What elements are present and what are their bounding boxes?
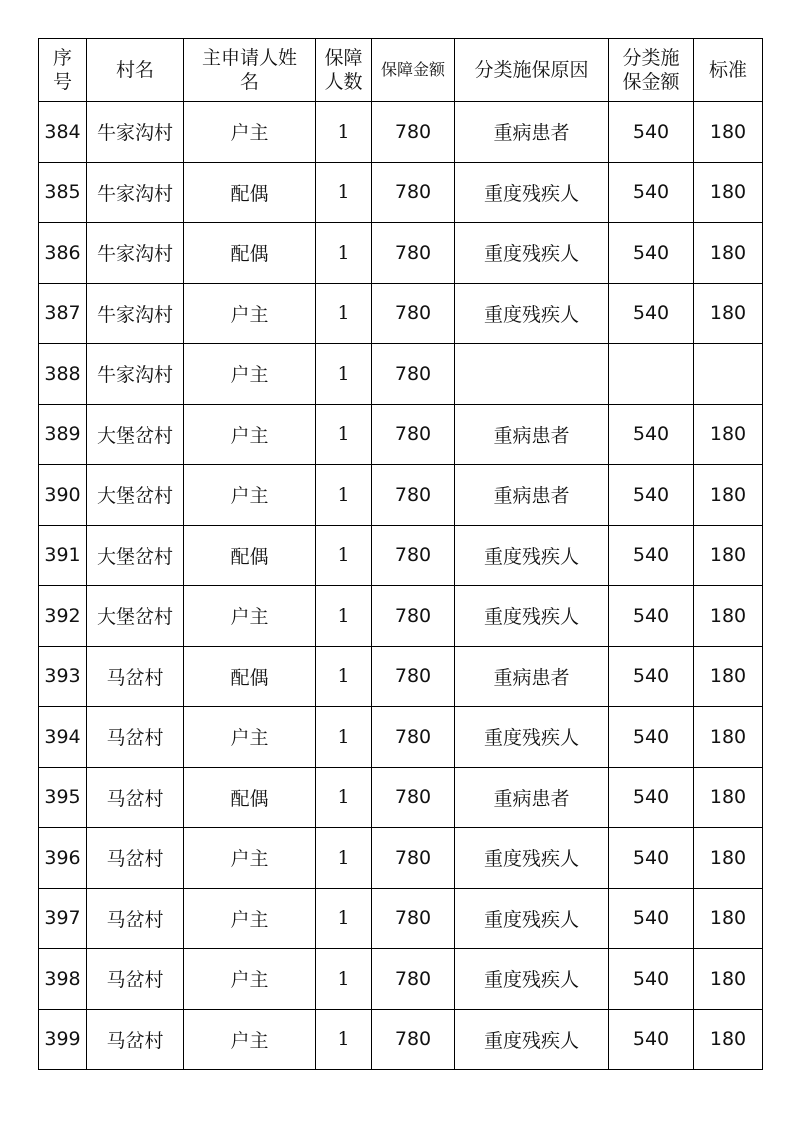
- cell-amount: 780: [372, 828, 455, 889]
- cell-persons: 1: [316, 465, 372, 526]
- cell-applicant: 户主: [184, 828, 316, 889]
- cell-applicant: 户主: [184, 707, 316, 768]
- cell-standard: 180: [694, 646, 763, 707]
- header-standard: 标准: [694, 39, 763, 102]
- cell-amount: 780: [372, 888, 455, 949]
- cell-amount: 780: [372, 283, 455, 344]
- cell-persons: 1: [316, 586, 372, 647]
- cell-class-amount: 540: [609, 102, 694, 163]
- cell-amount: 780: [372, 162, 455, 223]
- cell-reason: 重度残疾人: [455, 828, 609, 889]
- cell-class-amount: [609, 344, 694, 405]
- cell-seq: 384: [39, 102, 87, 163]
- cell-village: 牛家沟村: [87, 223, 184, 284]
- cell-village: 马岔村: [87, 1009, 184, 1070]
- cell-persons: 1: [316, 404, 372, 465]
- cell-persons: 1: [316, 223, 372, 284]
- cell-applicant: 户主: [184, 586, 316, 647]
- cell-village: 大堡岔村: [87, 404, 184, 465]
- cell-village: 马岔村: [87, 888, 184, 949]
- cell-amount: 780: [372, 102, 455, 163]
- cell-standard: 180: [694, 525, 763, 586]
- cell-reason: 重度残疾人: [455, 525, 609, 586]
- cell-amount: 780: [372, 465, 455, 526]
- cell-class-amount: 540: [609, 283, 694, 344]
- cell-reason: 重度残疾人: [455, 283, 609, 344]
- cell-persons: 1: [316, 888, 372, 949]
- cell-class-amount: 540: [609, 162, 694, 223]
- cell-applicant: 户主: [184, 344, 316, 405]
- cell-standard: 180: [694, 102, 763, 163]
- cell-applicant: 户主: [184, 465, 316, 526]
- cell-seq: 395: [39, 767, 87, 828]
- cell-class-amount: 540: [609, 586, 694, 647]
- cell-reason: 重度残疾人: [455, 586, 609, 647]
- cell-seq: 399: [39, 1009, 87, 1070]
- cell-applicant: 户主: [184, 1009, 316, 1070]
- cell-class-amount: 540: [609, 888, 694, 949]
- cell-class-amount: 540: [609, 949, 694, 1010]
- cell-persons: 1: [316, 707, 372, 768]
- cell-standard: 180: [694, 162, 763, 223]
- table-row: [39, 525, 763, 586]
- cell-persons: 1: [316, 344, 372, 405]
- header-applicant: 主申请人姓名: [184, 39, 316, 102]
- cell-reason: 重病患者: [455, 465, 609, 526]
- cell-village: 马岔村: [87, 707, 184, 768]
- cell-reason: [455, 344, 609, 405]
- cell-standard: 180: [694, 707, 763, 768]
- cell-reason: 重度残疾人: [455, 223, 609, 284]
- cell-applicant: 配偶: [184, 646, 316, 707]
- cell-class-amount: 540: [609, 1009, 694, 1070]
- header-seq: 序号: [39, 39, 87, 102]
- table-row: [39, 162, 763, 223]
- cell-amount: 780: [372, 949, 455, 1010]
- cell-village: 牛家沟村: [87, 162, 184, 223]
- cell-standard: 180: [694, 949, 763, 1010]
- cell-village: 马岔村: [87, 828, 184, 889]
- cell-amount: 780: [372, 767, 455, 828]
- cell-class-amount: 540: [609, 223, 694, 284]
- cell-amount: 780: [372, 707, 455, 768]
- cell-persons: 1: [316, 828, 372, 889]
- cell-standard: 180: [694, 828, 763, 889]
- cell-persons: 1: [316, 162, 372, 223]
- header-row: [39, 39, 763, 102]
- table-row: [39, 404, 763, 465]
- cell-amount: 780: [372, 404, 455, 465]
- cell-seq: 386: [39, 223, 87, 284]
- table-row: [39, 283, 763, 344]
- header-class-amount: 分类施保金额: [609, 39, 694, 102]
- cell-applicant: 配偶: [184, 767, 316, 828]
- cell-seq: 387: [39, 283, 87, 344]
- cell-persons: 1: [316, 646, 372, 707]
- header-village: 村名: [87, 39, 184, 102]
- cell-village: 马岔村: [87, 949, 184, 1010]
- cell-amount: 780: [372, 525, 455, 586]
- cell-standard: 180: [694, 888, 763, 949]
- cell-applicant: 户主: [184, 404, 316, 465]
- cell-applicant: 配偶: [184, 223, 316, 284]
- cell-reason: 重度残疾人: [455, 949, 609, 1010]
- table-row: [39, 465, 763, 526]
- cell-standard: 180: [694, 283, 763, 344]
- cell-amount: 780: [372, 223, 455, 284]
- cell-class-amount: 540: [609, 767, 694, 828]
- cell-seq: 394: [39, 707, 87, 768]
- cell-standard: 180: [694, 404, 763, 465]
- cell-village: 牛家沟村: [87, 102, 184, 163]
- table-row: [39, 646, 763, 707]
- table-row: [39, 586, 763, 647]
- table-row: [39, 1009, 763, 1070]
- cell-persons: 1: [316, 283, 372, 344]
- cell-seq: 393: [39, 646, 87, 707]
- cell-applicant: 配偶: [184, 162, 316, 223]
- cell-amount: 780: [372, 344, 455, 405]
- cell-class-amount: 540: [609, 525, 694, 586]
- cell-seq: 398: [39, 949, 87, 1010]
- cell-village: 大堡岔村: [87, 465, 184, 526]
- cell-applicant: 户主: [184, 888, 316, 949]
- cell-applicant: 配偶: [184, 525, 316, 586]
- cell-class-amount: 540: [609, 465, 694, 526]
- cell-applicant: 户主: [184, 949, 316, 1010]
- cell-class-amount: 540: [609, 404, 694, 465]
- cell-standard: 180: [694, 223, 763, 284]
- cell-persons: 1: [316, 525, 372, 586]
- cell-class-amount: 540: [609, 646, 694, 707]
- cell-village: 牛家沟村: [87, 283, 184, 344]
- cell-seq: 389: [39, 404, 87, 465]
- table-row: [39, 102, 763, 163]
- cell-persons: 1: [316, 767, 372, 828]
- table-row: [39, 223, 763, 284]
- cell-village: 大堡岔村: [87, 525, 184, 586]
- cell-amount: 780: [372, 586, 455, 647]
- cell-reason: 重度残疾人: [455, 707, 609, 768]
- cell-persons: 1: [316, 949, 372, 1010]
- cell-class-amount: 540: [609, 707, 694, 768]
- header-reason: 分类施保原因: [455, 39, 609, 102]
- table-row: [39, 767, 763, 828]
- table-row: [39, 888, 763, 949]
- table-row: [39, 344, 763, 405]
- table-row: [39, 828, 763, 889]
- cell-village: 牛家沟村: [87, 344, 184, 405]
- cell-persons: 1: [316, 102, 372, 163]
- cell-seq: 390: [39, 465, 87, 526]
- cell-village: 马岔村: [87, 767, 184, 828]
- header-amount: 保障金额: [372, 39, 455, 102]
- cell-standard: 180: [694, 1009, 763, 1070]
- cell-reason: 重病患者: [455, 404, 609, 465]
- cell-standard: 180: [694, 767, 763, 828]
- cell-applicant: 户主: [184, 102, 316, 163]
- cell-seq: 385: [39, 162, 87, 223]
- cell-seq: 396: [39, 828, 87, 889]
- cell-standard: 180: [694, 465, 763, 526]
- cell-amount: 780: [372, 1009, 455, 1070]
- cell-seq: 392: [39, 586, 87, 647]
- cell-seq: 388: [39, 344, 87, 405]
- cell-standard: [694, 344, 763, 405]
- table-row: [39, 707, 763, 768]
- cell-village: 马岔村: [87, 646, 184, 707]
- cell-amount: 780: [372, 646, 455, 707]
- header-persons: 保障人数: [316, 39, 372, 102]
- assistance-table: [38, 38, 763, 1070]
- cell-reason: 重度残疾人: [455, 162, 609, 223]
- cell-persons: 1: [316, 1009, 372, 1070]
- cell-reason: 重病患者: [455, 767, 609, 828]
- cell-class-amount: 540: [609, 828, 694, 889]
- cell-reason: 重病患者: [455, 646, 609, 707]
- cell-village: 大堡岔村: [87, 586, 184, 647]
- cell-standard: 180: [694, 586, 763, 647]
- table-row: [39, 949, 763, 1010]
- cell-applicant: 户主: [184, 283, 316, 344]
- cell-reason: 重度残疾人: [455, 1009, 609, 1070]
- cell-reason: 重病患者: [455, 102, 609, 163]
- cell-seq: 397: [39, 888, 87, 949]
- cell-seq: 391: [39, 525, 87, 586]
- cell-reason: 重度残疾人: [455, 888, 609, 949]
